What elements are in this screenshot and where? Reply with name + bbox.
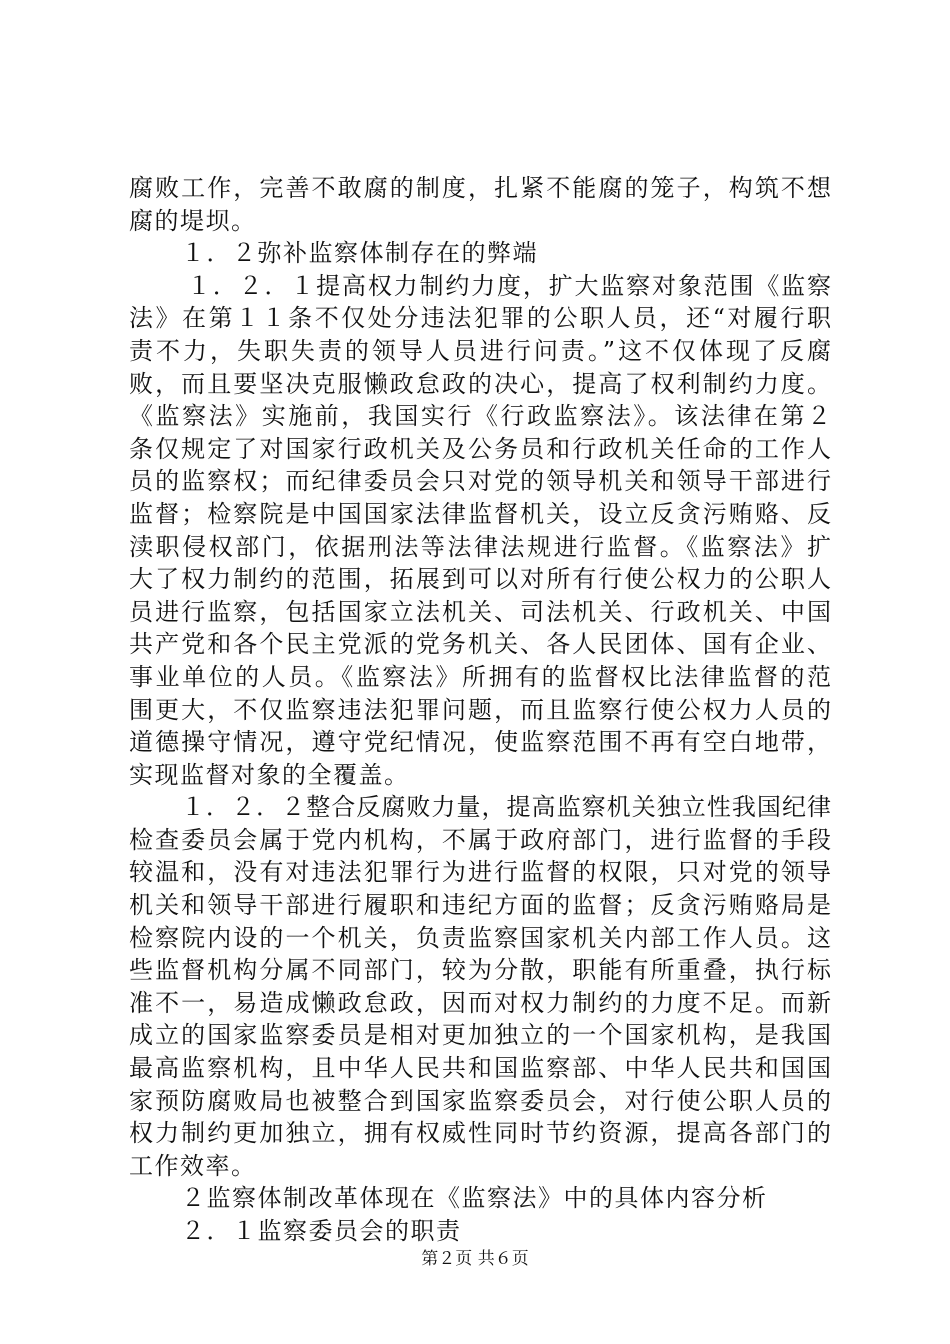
text-line: 员进行监察，包括国家立法机关、司法机关、行政机关、中国 — [129, 597, 831, 626]
text-line: 围更大，不仅监察违法犯罪问题，而且监察行使公权力人员的 — [129, 695, 831, 724]
text-line: 道德操守情况，遵守党纪情况，使监察范围不再有空白地带， — [129, 728, 831, 757]
text-line: １．２．１提高权力制约力度，扩大监察对象范围《监察 — [187, 271, 831, 300]
section-heading: ２．１监察委员会的职责 — [181, 1217, 462, 1245]
section-heading: １．２弥补监察体制存在的弊端 — [181, 239, 538, 268]
text-line: 事业单位的人员。《监察法》所拥有的监督权比法律监督的范 — [129, 662, 831, 691]
text-line: 检察院内设的一个机关，负责监察国家机关内部工作人员。这 — [129, 923, 831, 952]
section-heading: ２监察体制改革体现在《监察法》中的具体内容分析 — [181, 1184, 768, 1213]
text-line: 准不一，易造成懒政怠政，因而对权力制约的力度不足。而新 — [129, 988, 831, 1017]
text-line: 较温和，没有对违法犯罪行为进行监督的权限，只对党的领导 — [129, 858, 831, 887]
text-line: 些监督机构分属不同部门，较为分散，职能有所重叠，执行标 — [129, 956, 831, 985]
body-text — [129, 172, 831, 1248]
text-line: 检查委员会属于党内机构，不属于政府部门，进行监督的手段 — [129, 825, 831, 854]
text-line: 最高监察机构，且中华人民共和国监察部、中华人民共和国国 — [129, 1054, 831, 1083]
text-line: 权力制约更加独立，拥有权威性同时节约资源，提高各部门的 — [129, 1119, 831, 1148]
text-line: 败，而且要坚决克服懒政怠政的决心，提高了权利制约力度。 — [129, 369, 831, 398]
text-line: 家预防腐败局也被整合到国家监察委员会，对行使公职人员的 — [129, 1086, 831, 1115]
text-line: 条仅规定了对国家行政机关及公务员和行政机关任命的工作人 — [129, 434, 831, 463]
text-line: 员的监察权；而纪律委员会只对党的领导机关和领导干部进行 — [129, 467, 831, 496]
text-line: 成立的国家监察委员是相对更加独立的一个国家机构，是我国 — [129, 1021, 831, 1050]
text-line: 机关和领导干部进行履职和违纪方面的监督；反贪污贿赂局是 — [129, 891, 831, 920]
text-line: １．２．２整合反腐败力量，提高监察机关独立性我国纪律 — [181, 793, 831, 822]
text-line: 腐败工作，完善不敢腐的制度，扎紧不能腐的笼子，构筑不想 — [129, 174, 831, 202]
text-line: 渎职侵权部门，依据刑法等法律法规进行监督。《监察法》扩 — [129, 532, 831, 561]
text-line: 法》在第１１条不仅处分违法犯罪的公职人员，还“对履行职 — [129, 304, 831, 333]
text-line: 监督；检察院是中国国家法律监督机关，设立反贪污贿赂、反 — [129, 499, 831, 528]
text-line: 腐的堤坝。 — [129, 206, 257, 235]
text-line: 实现监督对象的全覆盖。 — [129, 760, 410, 789]
text-line: 工作效率。 — [129, 1151, 257, 1180]
text-line: 大了权力制约的范围，拓展到可以对所有行使公权力的公职人 — [129, 565, 831, 594]
text-line: 责不力，失职失责的领导人员进行问责。”这不仅体现了反腐 — [129, 336, 831, 365]
text-line: 共产党和各个民主党派的党务机关、各人民团体、国有企业、 — [129, 630, 831, 659]
text-line: 《监察法》实施前，我国实行《行政监察法》。该法律在第２ — [129, 402, 831, 431]
page-footer: 第２页 共６页 — [421, 1249, 529, 1269]
